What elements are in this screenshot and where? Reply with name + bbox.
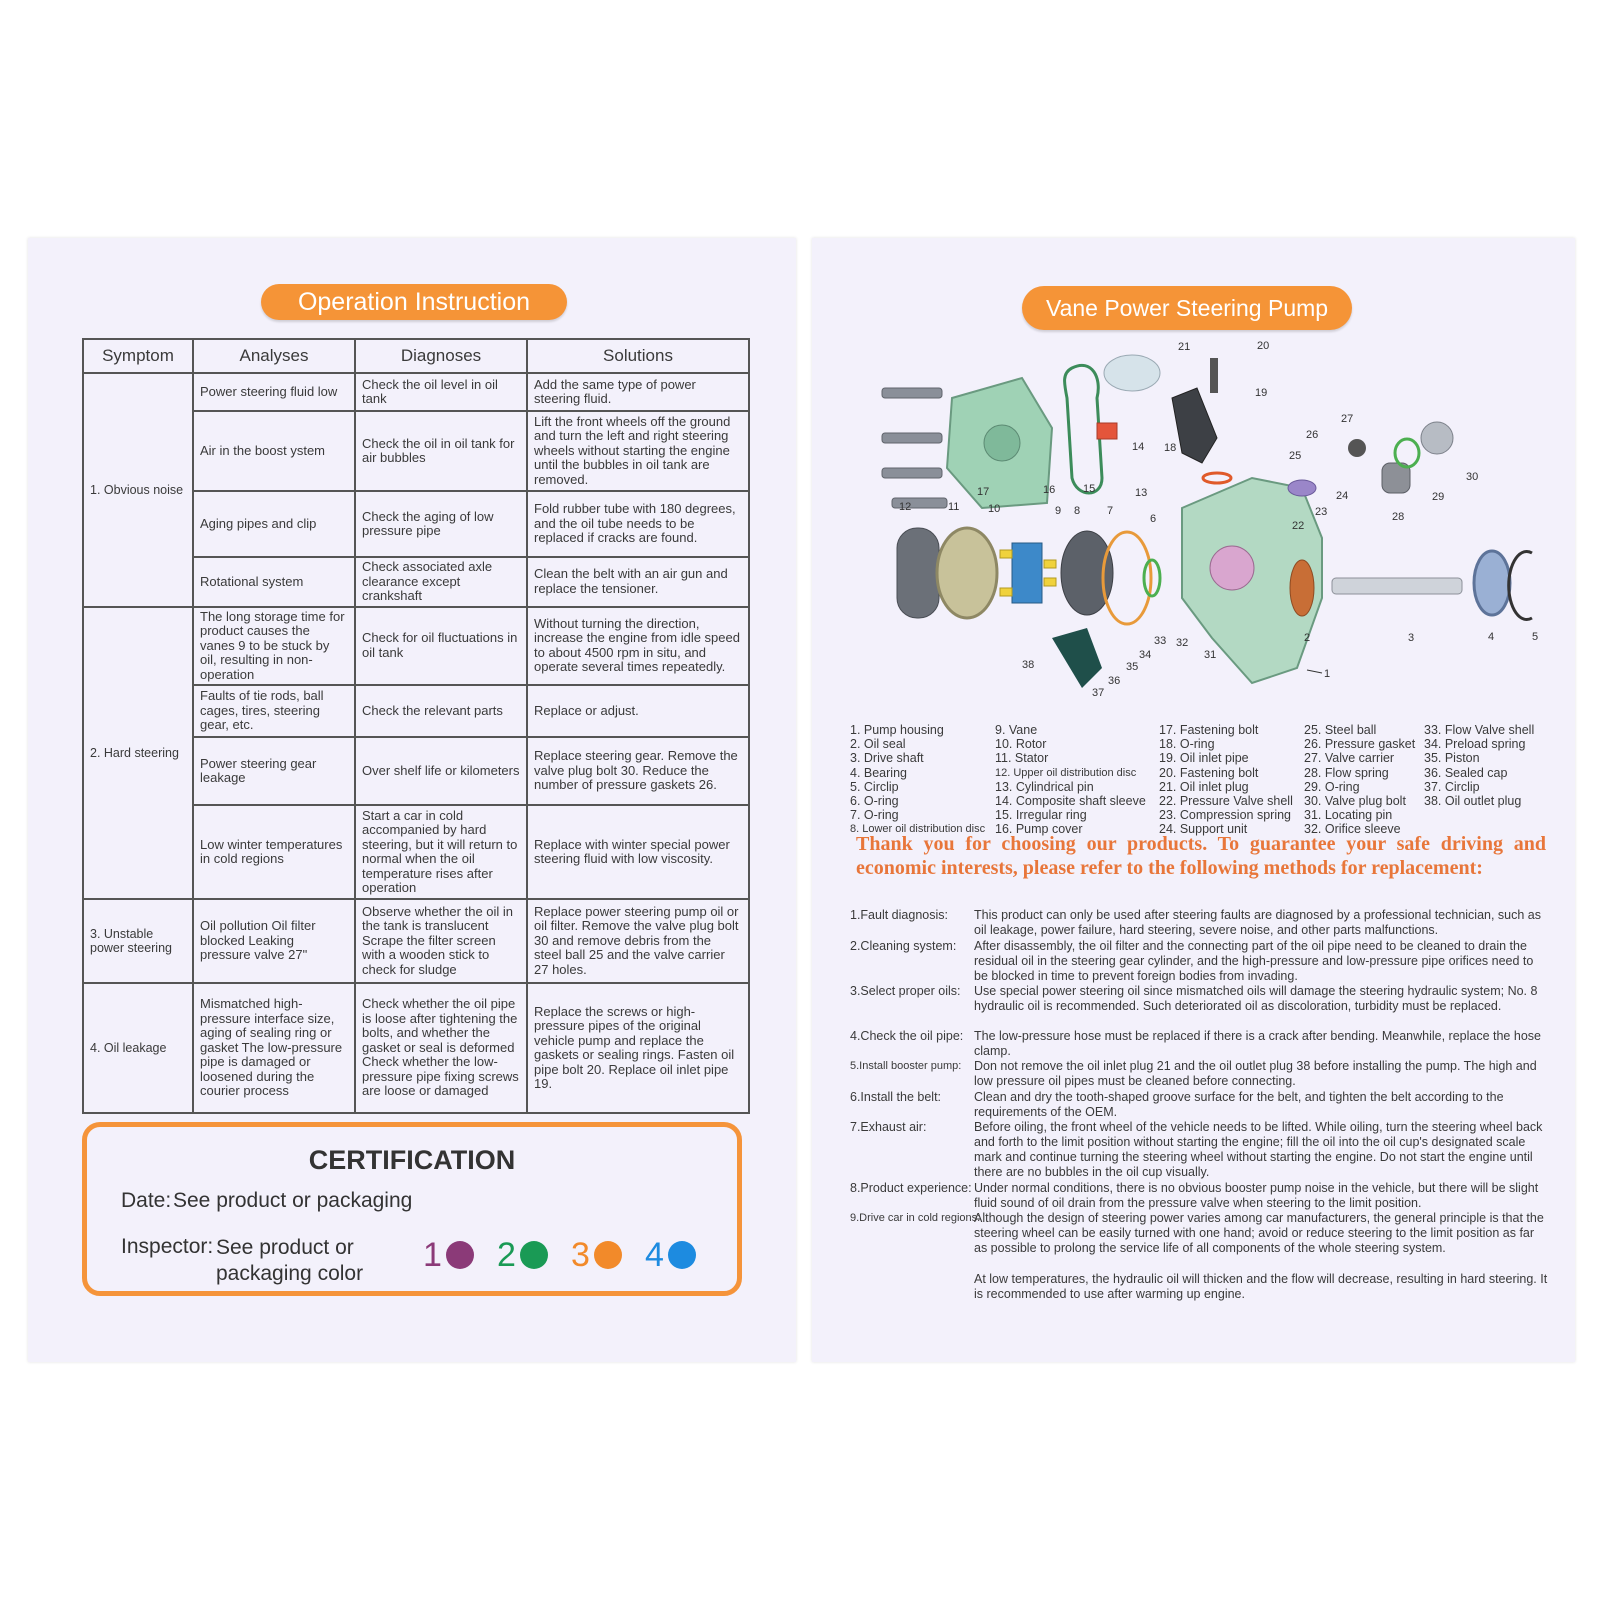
part-item: 34. Preload spring: [1424, 737, 1526, 752]
solution-cell: Replace steering gear. Remove the valve plug bolt 30. Reduce the number of pressure gaskets 26.: [527, 737, 749, 805]
diagram-label: 19: [1255, 387, 1268, 399]
diagnosis-cell: Check for oil fluctuations in oil tank: [355, 607, 527, 686]
diagram-label: 38: [1022, 659, 1035, 671]
step-label: 6.Install the belt:: [850, 1090, 942, 1104]
analysis-cell: Low winter temperatures in cold regions: [193, 805, 355, 899]
upper-disc-part: [897, 528, 939, 618]
table-row: [83, 983, 749, 1113]
oil-inlet-plug-part: [1104, 355, 1160, 391]
diagnosis-cell: Check the oil level in oil tank: [355, 373, 527, 411]
diagram-label: 21: [1178, 341, 1191, 353]
step-text: Don not remove the oil inlet plug 21 and the oil outlet plug 38 before installing the pump. The high and low pressure oil pipes must be cleaned before connecting.: [974, 1059, 1537, 1088]
o-ring-29-part: [1395, 439, 1419, 467]
date-value: See product or packaging: [173, 1189, 413, 1212]
analysis-cell: Faults of tie rods, ball cages, tires, steering gear, etc.: [193, 685, 355, 737]
part-item: 38. Oil outlet plug: [1424, 794, 1522, 809]
step-label: 1.Fault diagnosis:: [850, 908, 948, 922]
diagram-label: 28: [1392, 511, 1405, 523]
stator-part: [937, 528, 997, 618]
diagram-label: 18: [1164, 442, 1177, 454]
diagnosis-cell: Check the aging of low pressure pipe: [355, 491, 527, 557]
composite-sleeve-part: [1097, 423, 1117, 439]
diagram-label: 11: [948, 501, 960, 513]
part-item: 36. Sealed cap: [1424, 765, 1508, 780]
table-row: [83, 607, 749, 686]
step-fault-diagnosis: [850, 908, 1550, 938]
diagram-label: 5: [1532, 631, 1539, 643]
solution-cell: Lift the front wheels off the ground and turn the left and right steering wheels without starting the engine until the bubbles in oil tank are removed.: [527, 411, 749, 491]
solution-cell: Without turning the direction, increase the engine from idle speed to about 4500 rpm in situ, and operate several times repeatedly.: [527, 607, 749, 686]
table-row: [83, 899, 749, 983]
diagram-label: 34: [1139, 649, 1152, 661]
swatch-dot: [446, 1241, 474, 1269]
o-ring-18-part: [1203, 473, 1231, 483]
part-item: 37. Circlip: [1424, 779, 1480, 794]
part-item: 32. Orifice sleeve: [1304, 822, 1401, 837]
solution-cell: Fold rubber tube with 180 degrees, and the oil tube needs to be replaced if cracks are found.: [527, 491, 749, 557]
swatch-dot: [668, 1241, 696, 1269]
step-cleaning-system: [850, 939, 1550, 984]
part-item: 33. Flow Valve shell: [1424, 723, 1535, 737]
step-label: 3.Select proper oils:: [850, 984, 961, 998]
step-text: The low-pressure hose must be replaced if there is a crack after bending. Meanwhile, replace the hose clamp.: [974, 1029, 1541, 1058]
bearing-part: [1474, 551, 1510, 615]
housing-port: [1210, 546, 1254, 590]
solution-cell: Replace the screws or high-pressure pipes of the original vehicle pump and replace the gaskets or sealing rings. Fasten oil pipe bolt 20. Replace oil inlet pipe 19.: [527, 983, 749, 1113]
color-swatch-2: [497, 1235, 548, 1275]
part-item: 9. Vane: [995, 723, 1038, 737]
part-item: 19. Oil inlet pipe: [1159, 751, 1249, 766]
symptom-cell: 1. Obvious noise: [83, 373, 193, 607]
step-text: Clean and dry the tooth-shaped groove surface for the belt, and tighten the belt according to the requirements of the OEM.: [974, 1090, 1504, 1119]
inspector-value: See product or packaging color: [216, 1236, 364, 1285]
operation-instruction-sheet: [28, 238, 796, 1362]
diagram-label: 2: [1304, 632, 1311, 644]
step-label: 8.Product experience:: [850, 1181, 972, 1195]
analysis-cell: Aging pipes and clip: [193, 491, 355, 557]
oil-seal-part: [1290, 560, 1314, 616]
operation-instruction-title: Operation Instruction: [261, 284, 567, 320]
diagnosis-cell: Check associated axle clearance except crankshaft: [355, 557, 527, 607]
irregular-ring-part: [1065, 365, 1102, 493]
part-item: 18. O-ring: [1159, 737, 1215, 752]
diagram-label: 37: [1092, 687, 1105, 699]
step-install-pump: [850, 1059, 1550, 1089]
part-item: 4. Bearing: [850, 765, 907, 780]
solution-cell: Replace or adjust.: [527, 685, 749, 737]
step-text: Under normal conditions, there is no obvious booster pump noise in the vehicle, but there will be slight fluid sound of oil drain from the pressure valve when steering to the limit position.: [974, 1181, 1539, 1210]
swatch-dot: [520, 1241, 548, 1269]
part-item: 31. Locating pin: [1304, 808, 1393, 823]
diagram-label: 14: [1132, 441, 1145, 453]
step-exhaust-air: [850, 1120, 1550, 1180]
part-item: 25. Steel ball: [1304, 723, 1377, 737]
diagram-label: 17: [977, 486, 990, 498]
oil-inlet-pipe-part: [1172, 388, 1217, 463]
diagram-label: 36: [1108, 675, 1121, 687]
solution-cell: Add the same type of power steering fluid.: [527, 373, 749, 411]
diagram-label: 24: [1336, 490, 1349, 502]
diagram-label: 3: [1408, 632, 1415, 644]
vane-pump-sheet: [812, 238, 1575, 1362]
diagram-label: 22: [1292, 520, 1305, 532]
swatch-number: 1: [423, 1236, 442, 1274]
diagnosis-cell: Check whether the oil pipe is loose after tightening the bolts, and whether the gasket or seal is deformed Check whether the low-pressure pipe fixing screws are loose or damaged: [355, 983, 527, 1113]
part-item: 12. Upper oil distribution disc: [995, 766, 1137, 779]
color-swatch-4: [645, 1235, 696, 1275]
part-item: 22. Pressure Valve shell: [1159, 794, 1293, 809]
step-install-belt: [850, 1090, 1550, 1120]
diagnosis-cell: Start a car in cold accompanied by hard steering, but it will return to normal when the oil temperature rises after operation: [355, 805, 527, 899]
part-item: 1. Pump housing: [850, 723, 944, 737]
part-item: 35. Piston: [1424, 751, 1480, 766]
header-diagnoses: Diagnoses: [355, 339, 527, 373]
leader-line: [1307, 670, 1322, 673]
part-item: 24. Support unit: [1159, 822, 1248, 837]
pump-cover-bore: [984, 425, 1020, 461]
parts-column-5: [1424, 723, 1534, 808]
step-label: 7.Exhaust air:: [850, 1120, 927, 1134]
step-label: 4.Check the oil pipe:: [850, 1029, 964, 1043]
analysis-cell: Air in the boost ystem: [193, 411, 355, 491]
diagram-label: 7: [1107, 505, 1114, 517]
parts-column-2: [995, 723, 1146, 837]
step-label: 9.Drive car in cold regions:: [850, 1212, 981, 1224]
diagram-label: 33: [1154, 635, 1167, 647]
valve-plug-bolt-part: [1421, 422, 1453, 454]
diagnosis-cell: Observe whether the oil in the tank is translucent Scrape the filter screen with a wooden stick to check for sludge: [355, 899, 527, 983]
parts-column-4: [1304, 723, 1415, 837]
parts-column-3: [1159, 723, 1293, 837]
analysis-cell: Rotational system: [193, 557, 355, 607]
valve-carrier-part: [1348, 439, 1366, 457]
part-item: 11. Stator: [995, 751, 1049, 766]
color-swatch-1: [423, 1235, 474, 1275]
diagram-label: 31: [1204, 649, 1217, 661]
diagnosis-cell: Check the relevant parts: [355, 685, 527, 737]
part-item: 14. Composite shaft sleeve: [995, 794, 1146, 809]
swatch-number: 2: [497, 1236, 516, 1274]
step-select-oils: [850, 984, 1550, 1014]
part-item: 21. Oil inlet plug: [1159, 779, 1249, 794]
header-analyses: Analyses: [193, 339, 355, 373]
analysis-cell: The long storage time for product causes the vanes 9 to be stuck by oil, resulting in non-operation: [193, 607, 355, 686]
solution-cell: Replace power steering pump oil or oil filter. Remove the valve plug bolt 30 and remove debris from the steel ball 25 and the valve carrier 27 holes.: [527, 899, 749, 983]
certification-title: CERTIFICATION: [308, 1145, 516, 1175]
part-item: 6. O-ring: [850, 794, 899, 809]
diagnosis-cell: Over shelf life or kilometers: [355, 737, 527, 805]
thank-you-heading: Thank you for choosing our products. To guarantee your safe driving and economic interests, please refer to the following methods for replacement:: [856, 833, 1546, 879]
part-item: 17. Fastening bolt: [1159, 723, 1259, 737]
exploded-pump-diagram: [852, 338, 1552, 718]
diagram-label: 27: [1341, 413, 1354, 425]
step-label: 5.Install booster pump:: [850, 1060, 962, 1072]
step-text: At low temperatures, the hydraulic oil will thicken and the flow will decrease, resulting in hard steering. It is recommended to use after warming up engine.: [974, 1272, 1548, 1301]
drive-shaft-part: [1332, 578, 1462, 594]
step-check-oil-pipe: [850, 1029, 1550, 1059]
symptom-cell: 3. Unstable power steering: [83, 899, 193, 983]
pressure-valve-part: [1288, 480, 1316, 496]
step-text: Although the design of steering power varies among car manufacturers, the general principle is that the steering wheel can be easily turned with one hand; avoid or reduce steering to the limit position as far as possible to prolong the service life of all components of the whole steering system.: [974, 1211, 1544, 1255]
step-label: 2.Cleaning system:: [850, 939, 957, 953]
swatch-number: 3: [571, 1236, 590, 1274]
step-product-experience: [850, 1181, 1550, 1211]
circlip-part: [1509, 552, 1532, 620]
part-item: 13. Cylindrical pin: [995, 779, 1094, 794]
step-text: After disassembly, the oil filter and the connecting part of the oil pipe need to be cleaned to drain the residual oil in the steering gear cylinder, and the high-pressure and low-pressure pipe orifices need to be blocked in time to prevent foreign bodies from invading.: [974, 939, 1534, 983]
operation-table: [82, 338, 750, 1114]
step-cold-regions: [850, 1211, 1550, 1256]
diagram-label: 29: [1432, 491, 1445, 503]
diagram-label: 13: [1135, 487, 1148, 499]
analysis-cell: Power steering gear leakage: [193, 737, 355, 805]
inspector-label: Inspector:: [121, 1235, 214, 1258]
parts-column-1: [850, 723, 985, 837]
diagram-label: 30: [1466, 471, 1479, 483]
swatch-number: 4: [645, 1236, 664, 1274]
part-item: 26. Pressure gasket: [1304, 737, 1416, 752]
vane-pump-title: Vane Power Steering Pump: [1022, 286, 1352, 330]
symptom-cell: 4. Oil leakage: [83, 983, 193, 1113]
step-cold-note: [850, 1272, 1550, 1302]
diagram-label: 8: [1074, 505, 1081, 517]
part-item: 16. Pump cover: [995, 822, 1083, 837]
color-swatch-3: [571, 1235, 622, 1275]
fastening-bolts-part: [882, 388, 947, 508]
analysis-cell: Power steering fluid low: [193, 373, 355, 411]
diagram-label: 4: [1488, 631, 1495, 643]
diagram-label: 32: [1176, 637, 1189, 649]
part-item: 30. Valve plug bolt: [1304, 794, 1406, 809]
swatch-dot: [594, 1241, 622, 1269]
part-item: 5. Circlip: [850, 779, 899, 794]
diagram-label: 25: [1289, 450, 1302, 462]
operation-table-header: [83, 339, 749, 373]
analysis-cell: Mismatched high-pressure interface size, aging of sealing ring or gasket The low-pressure pipe is damaged or loosened during the courier process: [193, 983, 355, 1113]
diagram-label: 6: [1150, 513, 1157, 525]
analysis-cell: Oil pollution Oil filter blocked Leaking pressure valve 27": [193, 899, 355, 983]
certification-box: [82, 1122, 742, 1296]
diagram-label: 9: [1055, 505, 1062, 517]
diagram-label: 20: [1257, 340, 1270, 352]
diagram-label: 23: [1315, 506, 1328, 518]
header-solutions: Solutions: [527, 339, 749, 373]
part-item: 29. O-ring: [1304, 779, 1360, 794]
diagram-label: 12: [899, 501, 912, 513]
part-item: 23. Compression spring: [1159, 808, 1292, 823]
diagram-label: 35: [1126, 661, 1139, 673]
part-item: 15. Irregular ring: [995, 808, 1087, 823]
part-item: 7. O-ring: [850, 808, 899, 823]
step-text: Before oiling, the front wheel of the vehicle needs to be lifted. While oiling, turn the steering wheel back and forth to the limit position without starting the engine; fill the oil into the oil cup's designated scale mark and continue turning the steering wheel without starting the engine. Do not start the engine until there are no bubbles in the oil cup visually.: [974, 1120, 1543, 1179]
part-item: 8. Lower oil distribution disc: [850, 823, 986, 836]
part-item: 2. Oil seal: [850, 737, 906, 752]
rotor-part: [1012, 543, 1042, 603]
step-text: Use special power steering oil since mismatched oils will damage the steering hydraulic system; No. 8 hydraulic oil is recommended. Such deteriorated oil as discoloration, turbidity must be replaced.: [974, 984, 1538, 1013]
oil-outlet-plug-part: [1052, 628, 1102, 688]
symptom-cell: 2. Hard steering: [83, 607, 193, 900]
step-text: This product can only be used after steering faults are diagnosed by a professional technician, such as oil leakage, power failure, hard steering, severe noise, and other parts malfunctions.: [974, 908, 1542, 937]
date-label: Date:: [121, 1189, 172, 1212]
diagnosis-cell: Check the oil in oil tank for air bubbles: [355, 411, 527, 491]
diagram-label: 1: [1324, 668, 1331, 680]
diagram-label: 15: [1083, 483, 1096, 495]
diagram-label: 10: [988, 503, 1001, 515]
header-symptom: Symptom: [83, 339, 193, 373]
diagram-label: 26: [1306, 429, 1319, 441]
part-item: 28. Flow spring: [1304, 765, 1389, 780]
part-item: 20. Fastening bolt: [1159, 765, 1259, 780]
part-item: 27. Valve carrier: [1304, 751, 1395, 766]
fastening-bolt-20-part: [1210, 358, 1218, 393]
part-item: 3. Drive shaft: [850, 751, 924, 766]
diagram-label: 16: [1043, 484, 1056, 496]
solution-cell: Clean the belt with an air gun and replace the tensioner.: [527, 557, 749, 607]
table-row: [83, 373, 749, 411]
solution-cell: Replace with winter special power steering fluid with low viscosity.: [527, 805, 749, 899]
part-item: 10. Rotor: [995, 737, 1047, 752]
